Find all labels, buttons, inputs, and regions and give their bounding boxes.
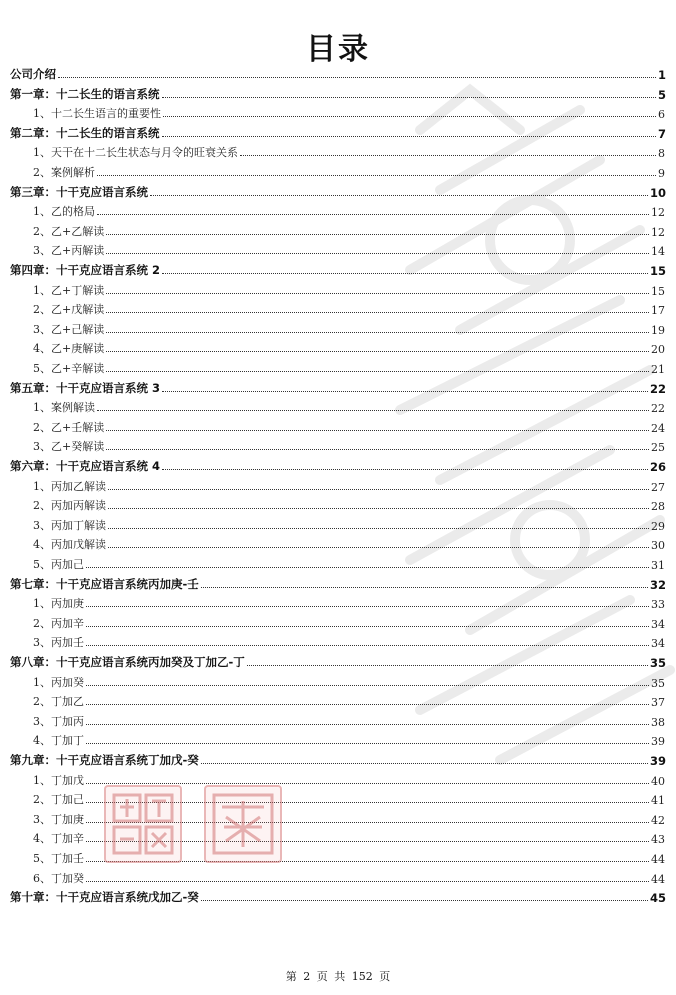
toc-dot-leader [86,644,649,646]
toc-dot-leader [163,115,656,117]
toc-section-row[interactable] [0,670,676,690]
toc-chapter-row[interactable] [0,650,676,670]
toc-dot-leader [150,194,648,196]
toc-chapter-row[interactable] [0,258,676,278]
toc-page-number: 22 [651,402,665,416]
toc-page-number: 27 [651,480,665,494]
red-seal-stamp-left [104,785,182,863]
toc-section-row[interactable] [0,474,676,494]
toc-section-row[interactable] [0,317,676,337]
toc-page-number: 39 [651,735,665,749]
toc-dot-leader [86,782,649,784]
toc-entry-label: 1、丙加癸 [33,675,84,689]
toc-entry-label: 5、丁加壬 [33,852,84,865]
toc-page-number: 10 [649,185,666,200]
toc-dot-leader [108,488,649,490]
toc-page-number: 44 [651,872,665,886]
toc-entry-label: 第八章：十干克应语言系统丙加癸及丁加乙-丁 [10,655,245,669]
toc-chapter-row[interactable] [0,376,676,396]
toc-dot-leader [162,390,648,392]
toc-dot-leader [162,272,648,274]
toc-entry-label: 3、乙+己解读 [33,322,105,336]
toc-entry-label: 2、丙加丙解读 [33,499,106,513]
toc-entry-label: 4、丁加丁 [33,734,84,748]
toc-section-row[interactable] [0,278,676,298]
toc-page-number: 15 [649,264,666,278]
toc-entry-label: 2、乙+乙解读 [33,224,105,238]
toc-page-number: 31 [651,559,665,572]
toc-section-row[interactable] [0,552,676,572]
toc-chapter-row[interactable] [0,180,676,200]
toc-dot-leader [97,409,649,411]
toc-section-row[interactable] [0,630,676,650]
toc-page-number: 45 [649,891,666,906]
toc-page-number: 5 [657,87,666,102]
toc-chapter-row[interactable] [0,885,676,905]
toc-section-row[interactable] [0,493,676,513]
toc-page-number: 22 [649,381,666,396]
toc-entry-label: 第七章：十干克应语言系统丙加庚-壬 [10,576,199,591]
toc-dot-leader [86,605,649,607]
toc-dot-leader [247,664,648,666]
toc-page-number: 9 [658,167,665,180]
toc-dot-leader [162,135,656,137]
toc-chapter-row[interactable] [0,748,676,768]
toc-section-row[interactable] [0,768,676,788]
toc-entry-label: 3、丙加丁解读 [33,518,106,532]
toc-section-row[interactable] [0,728,676,748]
toc-section-row[interactable] [0,787,676,807]
toc-entry-label: 第九章：十干克应语言系统丁加戊-癸 [10,753,199,767]
toc-entry-label: 3、丙加壬 [33,636,84,650]
toc-page-number: 37 [651,696,665,710]
toc-dot-leader [106,233,649,235]
toc-section-row[interactable] [0,101,676,121]
toc-entry-label: 1、天干在十二长生状态与月令的旺衰关系 [33,146,238,160]
toc-page-number: 33 [651,598,665,612]
toc-section-row[interactable] [0,356,676,376]
toc-page-number: 28 [651,500,665,514]
toc-entry-label: 2、丁加己 [33,793,84,807]
toc-entry-label: 第二章：十二长生的语言系统 [10,125,160,140]
toc-entry-label: 3、乙+丙解读 [33,244,105,258]
toc-dot-leader [97,213,649,215]
toc-chapter-row[interactable] [0,454,676,474]
toc-page-number: 41 [651,794,665,808]
toc-page-number: 7 [657,126,666,141]
toc-dot-leader [106,448,649,450]
toc-entry-label: 第四章：十干克应语言系统 2 [10,263,161,277]
toc-chapter-row[interactable] [0,62,676,82]
toc-dot-leader [106,311,649,313]
toc-section-row[interactable] [0,611,676,631]
toc-page-number: 43 [651,833,665,847]
toc-dot-leader [108,546,649,548]
toc-dot-leader [86,723,649,725]
toc-entry-label: 第三章：十干克应语言系统 [10,184,148,199]
toc-entry-label: 第五章：十干克应语言系统 3 [10,380,161,395]
toc-dot-leader [106,252,649,254]
toc-page-number: 12 [651,225,665,239]
toc-dot-leader [108,507,649,509]
toc-entry-label: 6、丁加癸 [33,871,84,885]
toc-entry-label: 4、乙+庚解读 [33,342,105,356]
toc-section-row[interactable] [0,140,676,160]
toc-page-number: 17 [651,304,665,318]
toc-dot-leader [106,370,649,372]
toc-page-number: 25 [651,441,665,455]
toc-entry-label: 4、丙加戊解读 [33,538,106,552]
toc-page-number: 39 [649,754,666,768]
toc-section-row[interactable] [0,807,676,827]
toc-page-number: 35 [651,676,665,690]
toc-entry-label: 1、丙加庚 [33,597,84,611]
toc-entry-label: 2、乙+戊解读 [33,303,105,317]
toc-page-number: 44 [651,853,665,866]
toc-entry-label: 3、乙+癸解读 [33,440,105,454]
toc-dot-leader [86,880,649,882]
toc-page-number: 21 [651,363,665,376]
toc-section-row[interactable] [0,591,676,611]
toc-section-row[interactable] [0,199,676,219]
toc-entry-label: 5、丙加己 [33,558,84,571]
toc-page-number: 30 [651,539,665,553]
toc-section-row[interactable] [0,297,676,317]
toc-dot-leader [86,703,649,705]
toc-section-row[interactable] [0,395,676,415]
toc-page-number: 15 [651,284,665,298]
toc-page-number: 34 [651,637,665,651]
toc-page-number: 6 [658,108,665,122]
toc-entry-label: 1、案例解读 [33,401,95,415]
toc-page-number: 1 [657,68,666,82]
toc-chapter-row[interactable] [0,121,676,141]
toc-entry-label: 2、丙加辛 [33,616,84,630]
toc-entry-label: 第一章：十二长生的语言系统 [10,86,160,101]
toc-page-number: 35 [649,656,666,670]
toc-dot-leader [86,566,649,568]
toc-entry-label: 1、乙+丁解读 [33,283,105,297]
toc-entry-label: 1、丁加戊 [33,773,84,787]
toc-section-row[interactable] [0,336,676,356]
toc-section-row[interactable] [0,160,676,180]
toc-chapter-row[interactable] [0,82,676,102]
toc-page-number: 32 [649,577,666,592]
toc-page-number: 42 [651,813,665,827]
toc-entry-label: 第十章：十干克应语言系统戊加乙-癸 [10,890,199,905]
toc-dot-leader [201,586,648,588]
toc-dot-leader [162,96,656,98]
toc-section-row[interactable] [0,846,676,866]
toc-dot-leader [201,762,648,764]
toc-section-row[interactable] [0,238,676,258]
toc-page-number: 19 [651,323,665,337]
toc-dot-leader [86,625,649,627]
toc-chapter-row[interactable] [0,572,676,592]
toc-page-number: 24 [651,421,665,435]
toc-section-row[interactable] [0,434,676,454]
toc-dot-leader [201,899,648,901]
toc-entry-label: 1、乙的格局 [33,205,95,219]
red-seal-stamp-right [204,785,282,863]
toc-page-number: 8 [658,147,665,161]
toc-entry-label: 3、丁加丙 [33,714,84,728]
toc-dot-leader [97,174,656,176]
toc-dot-leader [106,350,649,352]
toc-page-number: 26 [649,460,666,474]
toc-section-row[interactable] [0,415,676,435]
toc-dot-leader [106,331,649,333]
toc-dot-leader [240,154,656,156]
toc-entry-label: 1、丙加乙解读 [33,479,106,493]
toc-section-row[interactable] [0,219,676,239]
toc-page-number: 14 [651,245,665,259]
toc-entry-label: 公司介绍 [10,67,56,81]
toc-page-number: 20 [651,343,665,357]
toc-entry-label: 3、丁加庚 [33,812,84,826]
toc-section-row[interactable] [0,866,676,886]
toc-dot-leader [106,292,649,294]
toc-dot-leader [162,468,648,470]
toc-section-row[interactable] [0,532,676,552]
toc-page-number: 40 [651,774,665,788]
toc-page-number: 12 [651,206,665,220]
toc-entry-label: 4、丁加辛 [33,832,84,846]
toc-entry-label: 1、十二长生语言的重要性 [33,107,161,121]
toc-page-number: 38 [651,715,665,729]
toc-entry-label: 2、乙+壬解读 [33,420,105,434]
toc-entry-label: 5、乙+辛解读 [33,362,105,375]
toc-entry-label: 2、案例解析 [33,166,95,179]
toc-dot-leader [58,76,656,78]
toc-page-number: 29 [651,519,665,533]
toc-section-row[interactable] [0,826,676,846]
toc-dot-leader [86,684,649,686]
toc-entry-label: 第六章：十干克应语言系统 4 [10,459,161,473]
toc-section-row[interactable] [0,513,676,533]
toc-dot-leader [108,527,649,529]
page-title: 目录 [306,32,370,67]
toc-dot-leader [86,742,649,744]
toc-dot-leader [106,429,649,431]
toc-section-row[interactable] [0,709,676,729]
toc-page-number: 34 [651,617,665,631]
page-footer: 第 2 页 共 152 页 [285,970,391,983]
toc-entry-label: 2、丁加乙 [33,695,84,709]
toc-section-row[interactable] [0,689,676,709]
